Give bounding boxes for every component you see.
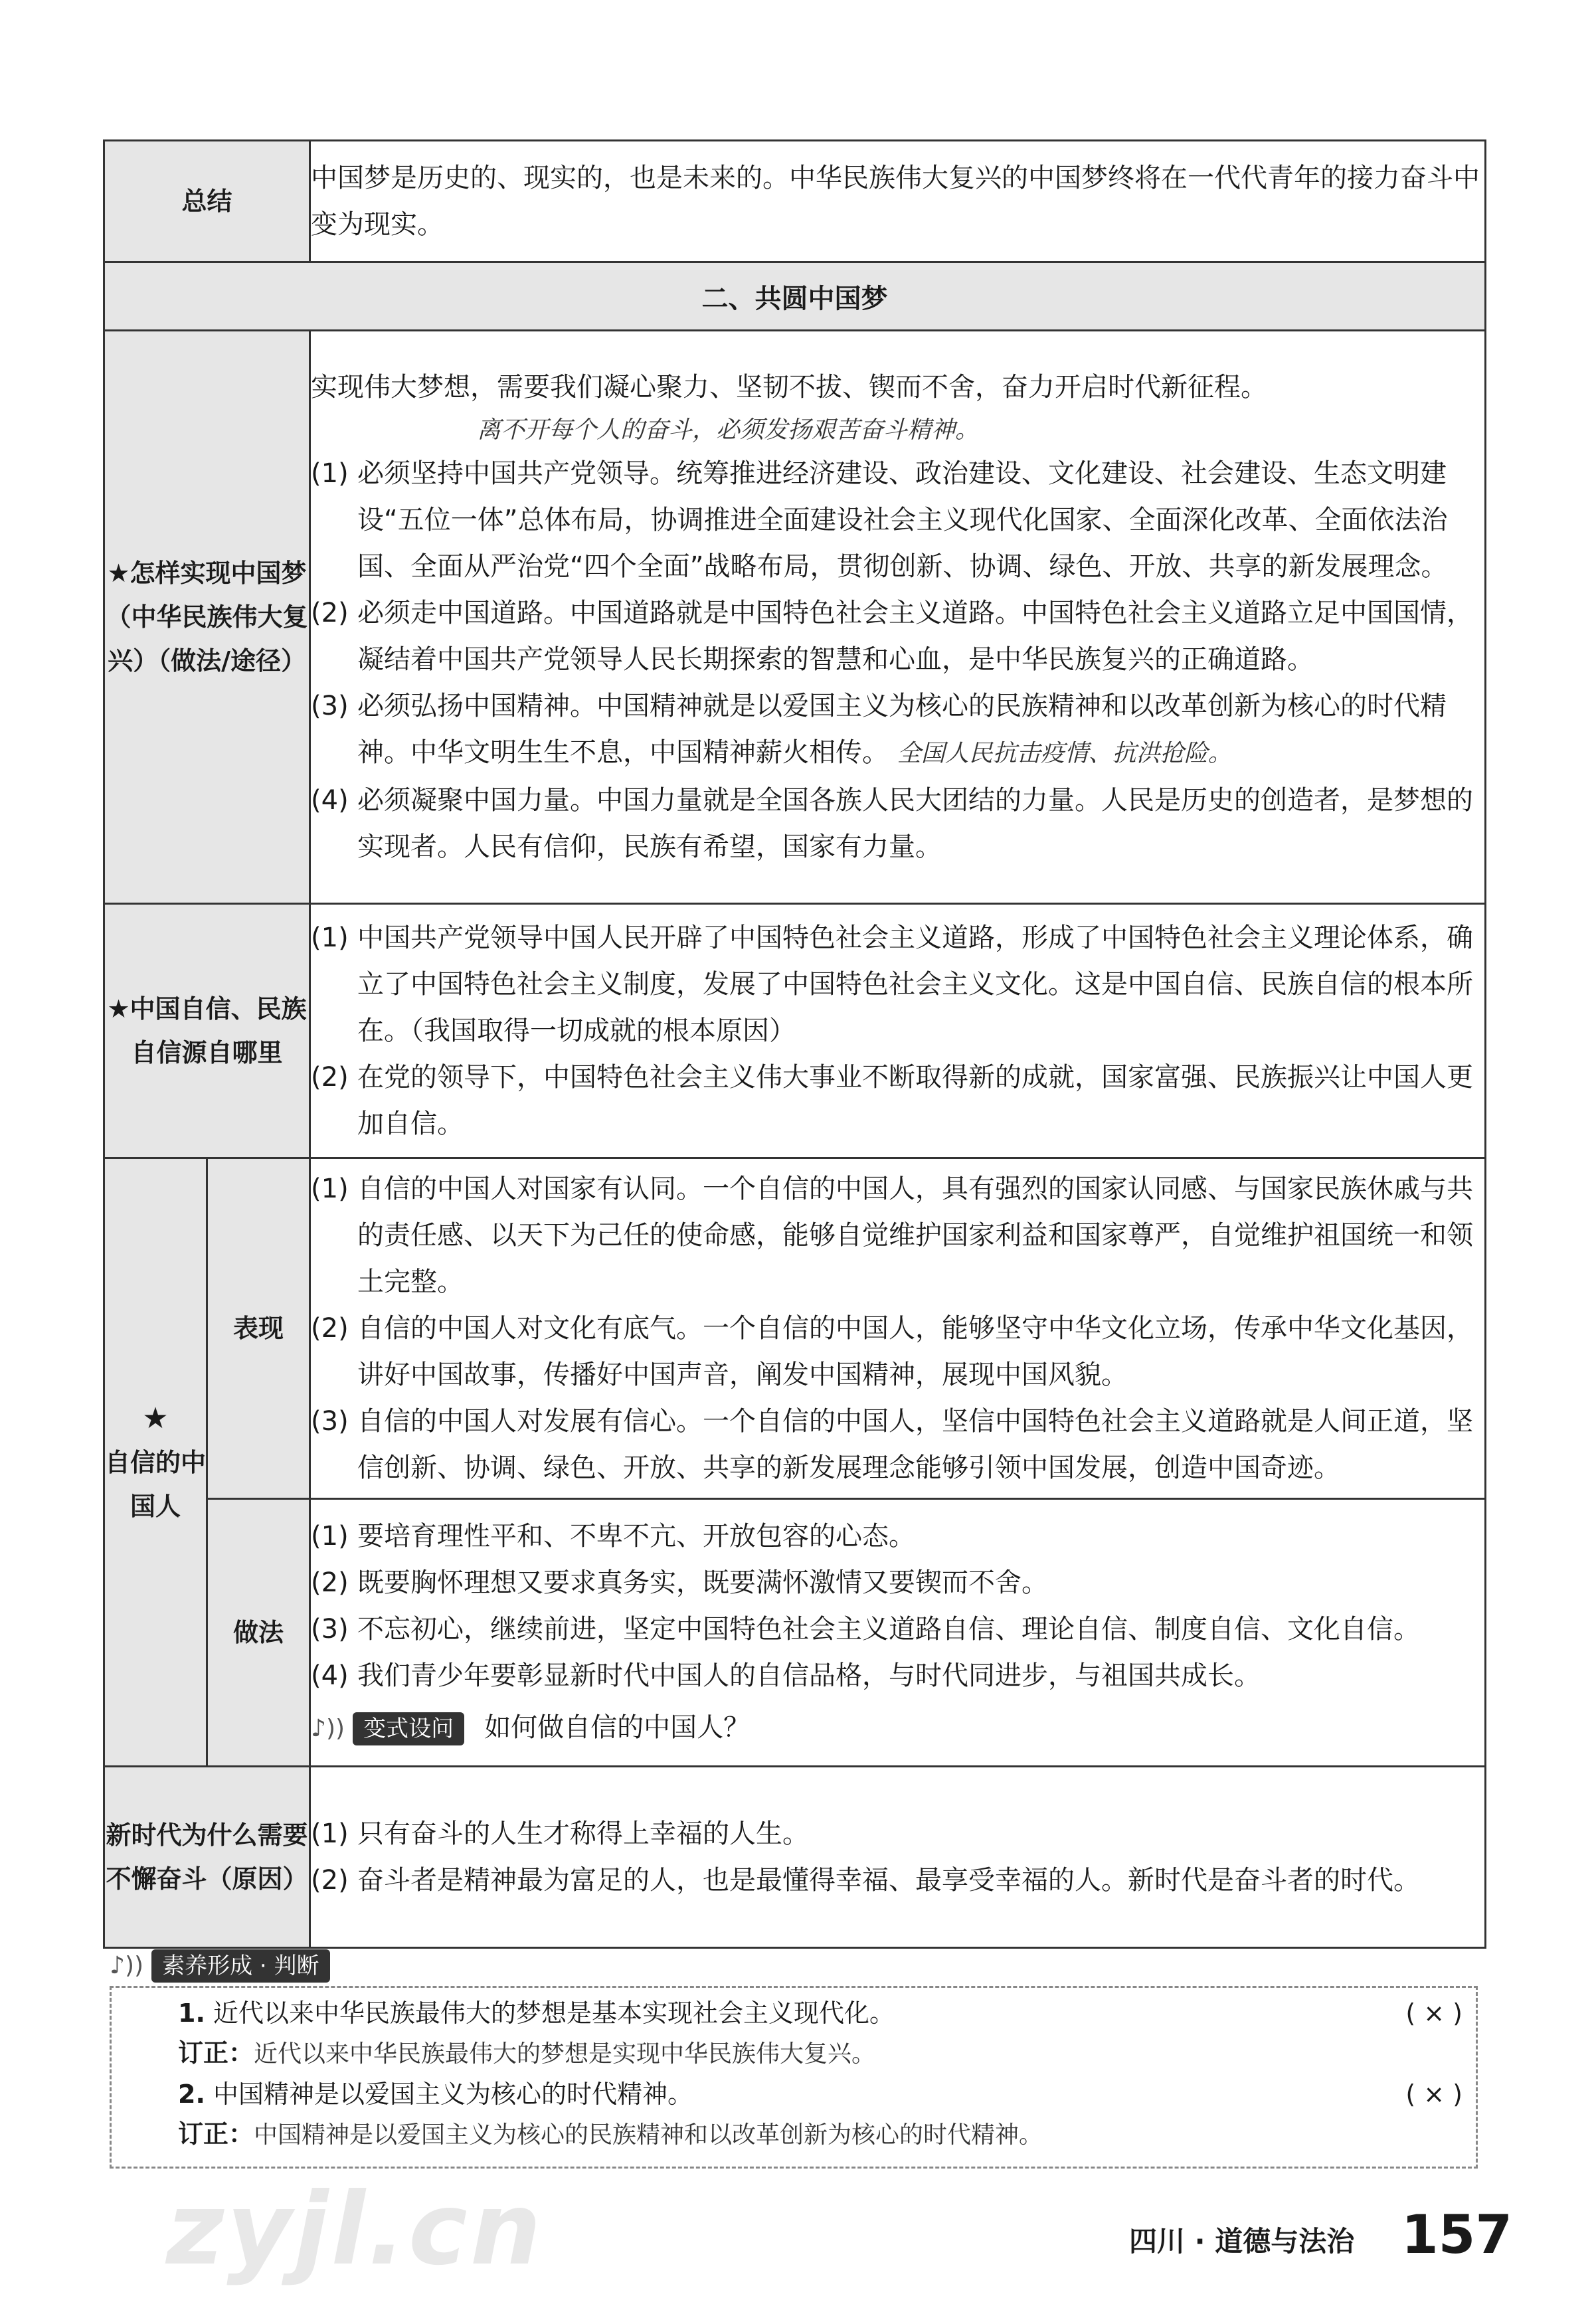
struggle-label: 新时代为什么需要不懈奋斗（原因） — [104, 1767, 310, 1948]
judge-title: 素养形成 · 判断 — [151, 1949, 329, 1983]
method-item: (2) 既要胸怀理想又要求真务实，既要满怀激情又要锲而不舍。 — [311, 1567, 1049, 1598]
section-row — [104, 262, 1486, 331]
judge-correction-2: 订正：中国精神是以爱国主义为核心的民族精神和以改革创新为核心的时代精神。 — [178, 2119, 1043, 2149]
confidence-item: (2) 在党的领导下，中国特色社会主义伟大事业不断取得新的成就，国家富强、民族振兴让中国人更加自信。 — [311, 1062, 1474, 1139]
performance-item: (1) 自信的中国人对国家有认同。一个自信的中国人，具有强烈的国家认同感、与国家民族休戚与共的责任感、以天下为己任的使命感，能够自觉维护国家利益和国家尊严，自觉维护祖国统一和领土完整。 — [311, 1174, 1474, 1297]
how-content — [310, 331, 1486, 904]
performance-content — [310, 1158, 1486, 1499]
method-item: (1) 要培育理性平和、不卑不亢、开放包容的心态。 — [311, 1521, 916, 1552]
how-item: (1) 必须坚持中国共产党领导。统筹推进经济建设、政治建设、文化建设、社会建设、生态文明建设“五位一体”总体布局，协调推进全面建设社会主义现代化国家、全面深化改革、全面依法治国、全面从严治党“四个全面”战略布局，贯彻创新、协调、绿色、开放、共享的新发展理念。 — [311, 458, 1448, 582]
how-label: ★怎样实现中国梦（中华民族伟大复兴）（做法/途径） — [104, 331, 310, 904]
method-row — [104, 1499, 1486, 1767]
judge-question-2: 2. 中国精神是以爱国主义为核心的时代精神。 ( × ) — [178, 2074, 1416, 2114]
how-intro: 实现伟大梦想，需要我们凝心聚力、坚韧不拔、锲而不舍，奋力开启时代新征程。 — [311, 372, 1268, 402]
confidence-item: (1) 中国共产党领导中国人民开辟了中国特色社会主义道路，形成了中国特色社会主义理论体系，确立了中国特色社会主义制度，发展了中国特色社会主义文化。这是中国自信、民族自信的根本所在。（我国取得一切成就的根本原因） — [311, 923, 1474, 1046]
performance-item: (3) 自信的中国人对发展有信心。一个自信的中国人，坚信中国特色社会主义道路就是人间正道，坚信创新、协调、绿色、开放、共享的新发展理念能够引领中国发展，创造中国奇迹。 — [311, 1406, 1474, 1483]
method-content — [310, 1499, 1486, 1767]
variant-question — [311, 1704, 1484, 1752]
judge-correction-1: 订正：近代以来中华民族最伟大的梦想是实现中华民族伟大复兴。 — [178, 2038, 876, 2068]
how-handwritten-note: 离不开每个人的奋斗，必须发扬艰苦奋斗精神。 — [477, 416, 980, 444]
variant-question-text: 如何做自信的中国人？ — [484, 1712, 751, 1743]
answer-mark: ( × ) — [1405, 1999, 1463, 2028]
knowledge-table — [103, 139, 1486, 1949]
variant-tag: 变式设问 — [353, 1712, 464, 1745]
method-label: 做法 — [207, 1499, 310, 1767]
summary-row — [104, 141, 1486, 262]
struggle-item: (2) 奋斗者是精神最为富足的人，也是最懂得幸福、最享受幸福的人。新时代是奋斗者的时代。 — [311, 1865, 1421, 1896]
performance-item: (2) 自信的中国人对文化有底气。一个自信的中国人，能够坚守中华文化立场，传承中华文化基因，讲好中国故事，传播好中国声音，阐发中国精神，展现中国风貌。 — [311, 1313, 1474, 1390]
watermark: zyjl.cn — [166, 2172, 544, 2287]
how-item: (3) 必须弘扬中国精神。中国精神就是以爱国主义为核心的民族精神和以改革创新为核心的时代精神。中华文明生生不息，中国精神薪火相传。 全国人民抗击疫情、抗洪抢险。 — [311, 691, 1447, 768]
star-icon: ★ — [142, 1401, 169, 1435]
struggle-item: (1) 只有奋斗的人生才称得上幸福的人生。 — [311, 1819, 810, 1849]
answer-mark: ( × ) — [1405, 2080, 1463, 2109]
judge-box — [110, 1986, 1478, 2169]
confident-person-label: ★ 自信的中国人 — [104, 1158, 207, 1767]
struggle-content — [310, 1767, 1486, 1948]
method-item: (4) 我们青少年要彰显新时代中国人的自信品格，与时代同进步，与祖国共成长。 — [311, 1660, 1261, 1691]
confidence-content — [310, 904, 1486, 1158]
summary-label: 总结 — [104, 141, 310, 262]
struggle-row — [104, 1767, 1486, 1948]
page-number: 157 — [1401, 2204, 1512, 2266]
how-item: (2) 必须走中国道路。中国道路就是中国特色社会主义道路。中国特色社会主义道路立足中国国情，凝结着中国共产党领导人民长期探索的智慧和心血，是中华民族复兴的正确道路。 — [311, 598, 1474, 675]
how-handwritten-note-2: 全国人民抗击疫情、抗洪抢险。 — [897, 740, 1232, 767]
confidence-label: ★中国自信、民族自信源自哪里 — [104, 904, 310, 1158]
performance-label: 表现 — [207, 1158, 310, 1499]
speaker-icon: ♪)) — [311, 1715, 345, 1742]
summary-text: 中国梦是历史的、现实的，也是未来的。中华民族伟大复兴的中国梦终将在一代代青年的接力奋斗中变为现实。 — [310, 141, 1486, 262]
performance-row — [104, 1158, 1486, 1499]
speaker-icon: ♪)) — [110, 1952, 144, 1979]
footer-subject: 四川 · 道德与法治 — [1129, 2225, 1355, 2258]
judge-header — [110, 1946, 330, 1986]
how-item: (4) 必须凝聚中国力量。中国力量就是全国各族人民大团结的力量。人民是历史的创造者，是梦想的实现者。人民有信仰，民族有希望，国家有力量。 — [311, 785, 1474, 862]
how-row — [104, 331, 1486, 904]
confidence-row — [104, 904, 1486, 1158]
judge-question-1: 1. 近代以来中华民族最伟大的梦想是基本实现社会主义现代化。 ( × ) — [178, 1993, 1416, 2033]
section-title: 二、共圆中国梦 — [104, 262, 1486, 331]
method-item: (3) 不忘初心，继续前进，坚定中国特色社会主义道路自信、理论自信、制度自信、文化自信。 — [311, 1614, 1421, 1645]
